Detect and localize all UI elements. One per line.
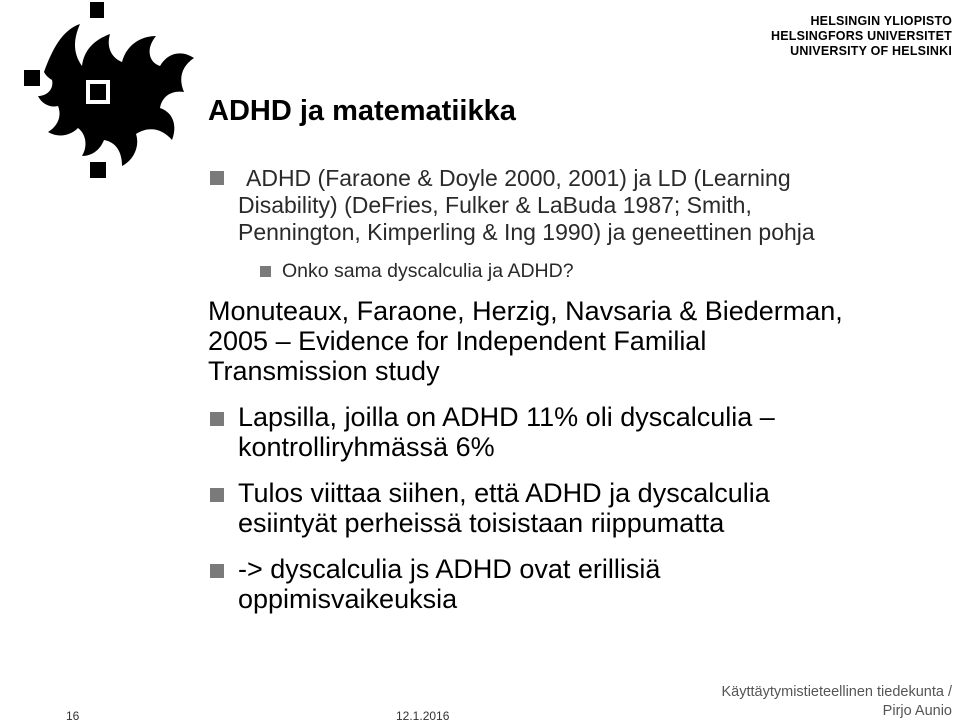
- footer-credit: [721, 683, 952, 721]
- bullet-square-icon: [210, 564, 224, 578]
- bullet1-line2: Disability) (DeFries, Fulker & LaBuda 1987; Smith,: [238, 192, 752, 218]
- university-name-fi: HELSINGIN YLIOPISTO: [810, 14, 952, 28]
- bullet3-line2: esiintyät perheissä toisistaan riippumatta: [238, 508, 725, 538]
- university-flame-logo: [22, 0, 200, 192]
- footer-faculty: Käyttäytymistieteellinen tiedekunta /: [721, 684, 952, 700]
- footer-author: Pirjo Aunio: [882, 703, 952, 719]
- bullet-square-icon: [210, 488, 224, 502]
- bullet4-line2: oppimisvaikeuksia: [238, 584, 458, 614]
- slide-title: ADHD ja matematiikka: [208, 95, 516, 127]
- bullet1-line1: ADHD (Faraone & Doyle 2000, 2001) ja LD (Learning: [246, 165, 791, 191]
- university-name-sv: HELSINGFORS UNIVERSITET: [770, 29, 952, 43]
- bullet2-line1: Lapsilla, joilla on ADHD 11% oli dyscalculia –: [238, 402, 775, 432]
- paragraph-line1: Monuteaux, Faraone, Herzig, Navsaria & Biederman,: [208, 296, 843, 326]
- sub-bullet-square-icon: [260, 266, 271, 277]
- bullet1-sub: Onko sama dyscalculia ja ADHD?: [282, 260, 574, 282]
- bullet2-line2: kontrolliryhmässä 6%: [238, 432, 495, 462]
- paragraph-line3: Transmission study: [208, 356, 440, 386]
- university-names: [771, 14, 952, 59]
- paragraph-line2: 2005 – Evidence for Independent Familial: [208, 326, 707, 356]
- slide-number: 16: [66, 709, 80, 723]
- university-name-en: UNIVERSITY OF HELSINKI: [790, 44, 952, 58]
- bullet-square-icon: [210, 412, 224, 426]
- slide-date: 12.1.2016: [396, 709, 450, 723]
- bullet4-line1: -> dyscalculia js ADHD ovat erillisiä: [238, 554, 661, 584]
- bullet1-line3: Pennington, Kimperling & Ing 1990) ja geneettinen pohja: [238, 219, 815, 245]
- bullet-square-icon: [210, 171, 224, 185]
- bullet3-line1: Tulos viittaa siihen, että ADHD ja dyscalculia: [238, 478, 770, 508]
